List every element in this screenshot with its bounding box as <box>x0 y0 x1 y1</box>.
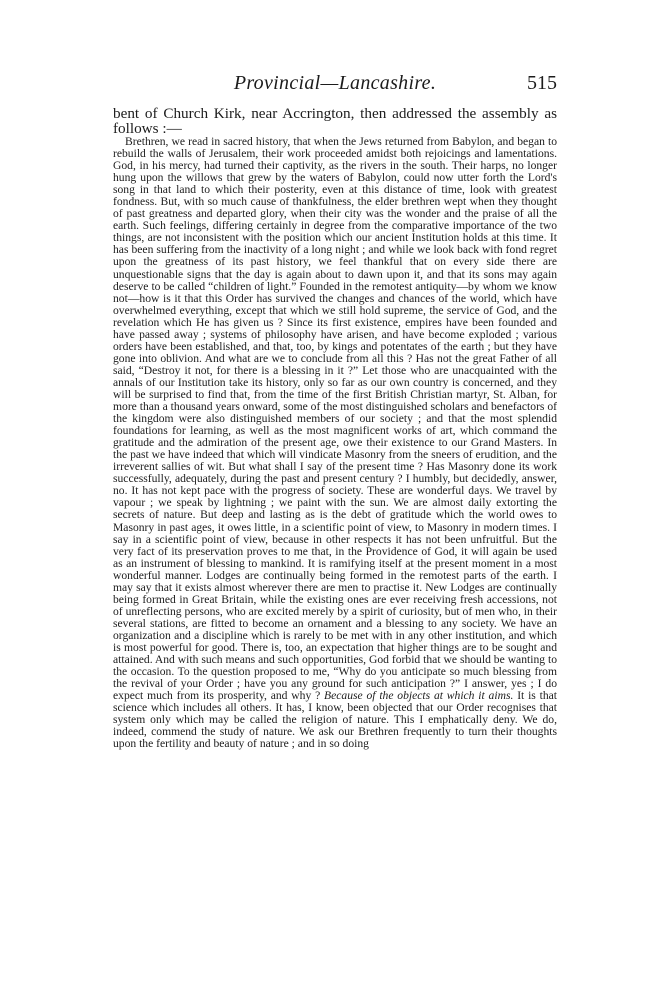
running-title: Provincial—Lancashire. <box>233 72 437 94</box>
page-number: 515 <box>527 72 557 94</box>
continuation-text: It is that science which includes all others. It has, I know, been objected that our Order recognises that system only which may be called the religion of nature. This I emphatically deny. We do, indeed, commend the study of nature. We ask our Brethren frequently to turn their thoughts upon the fertility and beauty of nature ; and in so doing <box>113 689 558 751</box>
address-paragraph <box>113 136 557 750</box>
book-page <box>113 72 557 750</box>
intro-paragraph: bent of Church Kirk, near Accrington, then addressed the assembly as follows :— <box>113 105 557 137</box>
address-text: Brethren, we read in sacred history, that when the Jews returned from Babylon, and began to rebuild the walls of Jerusalem, their work proceeded amidst both rejoicings and lamentations. God, in his mercy, had turned their captivity, as the rivers in the south. Their harps, no longer hung upon the willows that grew by the waters of Babylon, could now utter forth the Lord's song in that land to which their posterity, even at this distance of time, look with greatest fondness. But, with so much cause of thankfulness, the elder brethren wept when they thought of past greatness and departed glory, when their city was the wonder and the praise of all the earth. Such feelings, differing certainly in degree from the comparative importance of the two things, are not inconsistent with the position which our ancient Institution holds at this time. It has been suffering from the inactivity of a long night ; and while we look back with fond regret upon the greatness of its past history, we feel thankful that on every side there are unquestionable signs that the day is again about to dawn upon it, and that its sons may again deserve to be called “children of light.” Founded in the remotest antiquity—by whom we know not—how is it that this Order has survived the changes and chances of the world, which have overwhelmed everything, except that which we still hold supreme, the service of God, and the revelation which He has given us ? Since its first existence, empires have been founded and have passed away ; systems of philosophy have arisen, and have become exploded ; various orders have been established, and that, too, by kings and potentates of the earth ; but they have gone into oblivion. And what are we to conclude from all this ? Has not the great Father of all said, “Destroy it not, for there is a blessing in it ?” Let those who are unacquainted with the annals of our Institution take its history, only so far as our own country is concerned, and they will be surprised to find that, from the time of the first British Christian martyr, St. Alban, for more than a thousand years onward, some of the most distinguished scholars and benefactors of the kingdom were also distinguished members of our society ; and that the most splendid foundations for learning, as well as the most magnificent works of art, which command the gratitude and the admiration of the present age, owe their existence to our Grand Masters. In the past we have indeed that which will vindicate Masonry from the sneers of erudition, and the irreverent sallies of wit. But what shall I say of the present time ? Has Masonry done its work successfully, adequately, during the past and present century ? I humbly, but decidedly, answer, no. It has not kept pace with the progress of society. These are wonderful days. We travel by vapour ; we speak by lightning ; we paint with the sun. We are almost daily extorting the secrets of nature. But deep and lasting as is the debt of gratitude which the world owes to Masonry in past ages, it owes little, in a scientific point of view, to Masonry in modern times. I say in a scientific point of view, because in other respects it has not been unfruitful. But the very fact of its preservation proves to me that, in the Providence of God, it will again be used as an instrument of blessing to mankind. It is ramifying itself at the present moment in a most wonderful manner. Lodges are continually being formed in the remotest parts of the earth. I may say that it exists almost wherever there are men to practise it. New Lodges are continually being formed in Great Britain, while the existing ones are ever receiving fresh accessions, not of unreflecting persons, who are excited merely by a spirit of curiosity, but of men who, in their several stations, are fitted to become an ornament and a blessing to any society. We have an organization and a discipline which is rarely to be met with in any other institution, and which is most powerful for good. There is, too, an expectation that higher things are to be sought and attained. And with such means and such opportunities, God forbid that we should be wanting to the occasion. To the question proposed to me, “Why do you anticipate so much blessing from the revival of your Order ; have you any ground for such anticipation ?” I answer, yes ; I do expect much from its prosperity, and why ? <box>113 135 557 703</box>
emphasis-text: Because of the objects at which it aims. <box>324 689 514 703</box>
page-header <box>113 72 557 102</box>
